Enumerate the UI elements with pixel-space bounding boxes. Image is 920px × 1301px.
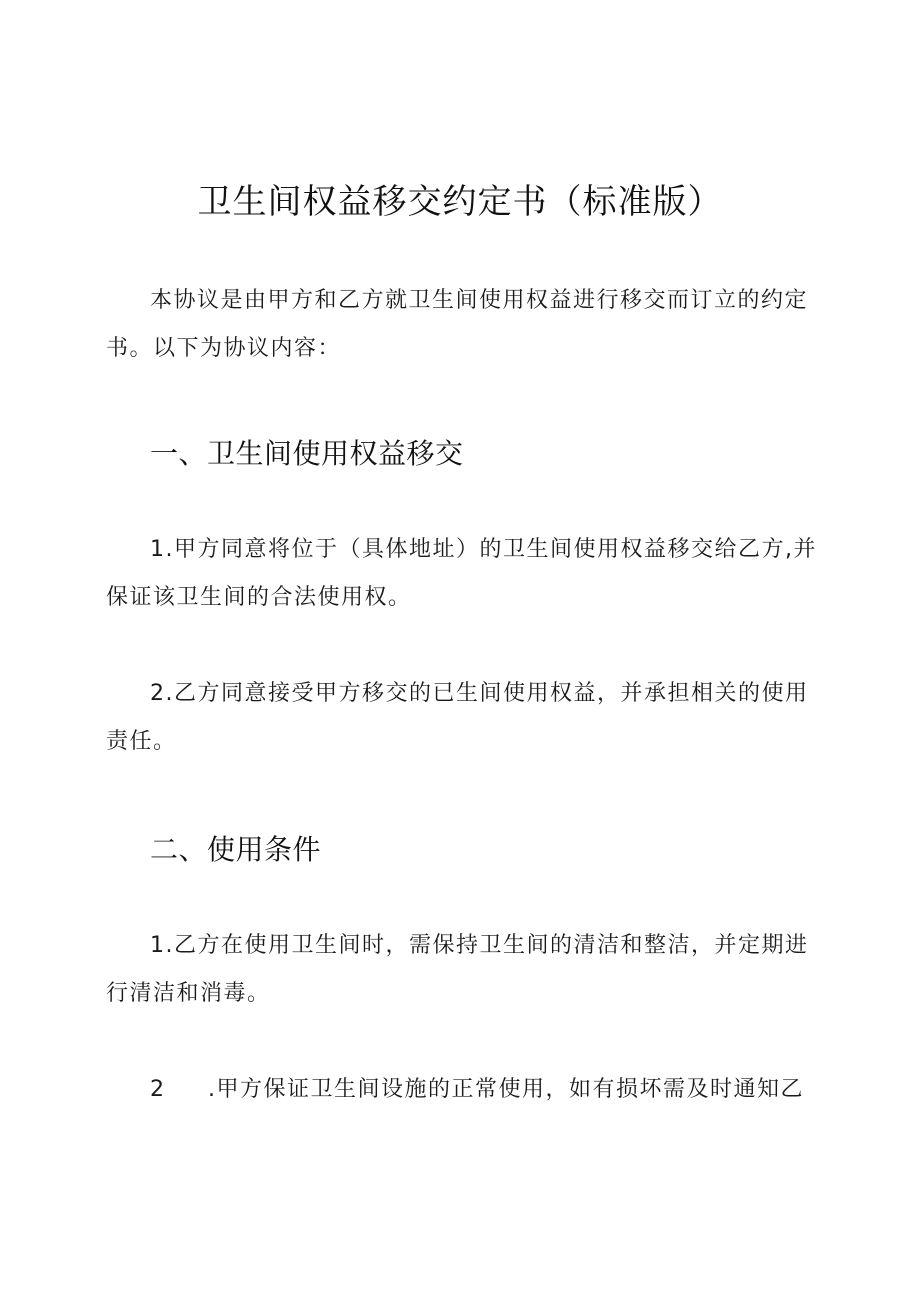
item-text: .乙方同意接受甲方移交的已生间使用权益，并承担相关的使用责任。	[106, 681, 809, 754]
item-number: 2	[150, 1077, 166, 1102]
intro-paragraph: 本协议是由甲方和乙方就卫生间使用权益进行移交而订立的约定书。以下为协议内容：	[106, 288, 809, 361]
item-number: 1	[150, 537, 166, 562]
item-text: .甲方同意将位于（具体地址）的卫生间使用权益移交给乙方,并保证该卫生间的合法使用权。	[106, 537, 817, 610]
section-heading-1: 一、卫生间使用权益移交	[150, 437, 464, 470]
item-text: .甲方保证卫生间设施的正常使用，如有损坏需及时通知乙	[208, 1077, 804, 1102]
section-heading-2: 二、使用条件	[150, 833, 322, 866]
section-2-item-2	[106, 1066, 818, 1114]
item-text: .乙方在使用卫生间时，需保持卫生间的清洁和整洁，并定期进行清洁和消毒。	[106, 933, 809, 1006]
section-1-item-2	[106, 670, 818, 766]
section-2-item-1	[106, 922, 818, 1018]
section-1-item-1	[106, 526, 818, 622]
item-number: 2	[150, 681, 166, 706]
item-number: 1	[150, 933, 166, 958]
document-title: 卫生间权益移交约定书（标准版）	[197, 182, 723, 222]
